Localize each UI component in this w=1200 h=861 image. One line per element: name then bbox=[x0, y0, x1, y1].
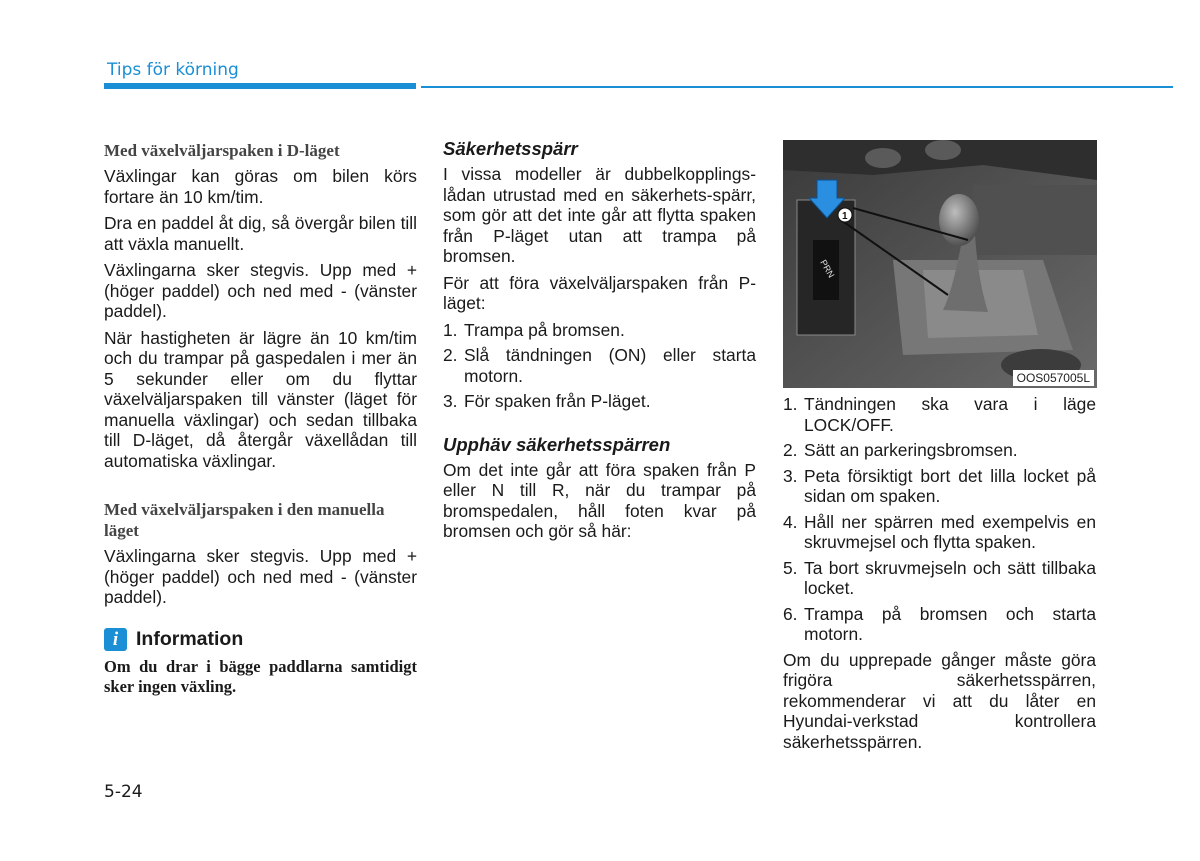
paragraph: För att föra växelväljarspaken från P-läget: bbox=[443, 272, 756, 313]
paragraph: Växlingar kan göras om bilen körs fortare än 10 km/tim. bbox=[104, 166, 417, 207]
information-heading bbox=[104, 628, 417, 651]
info-icon: i bbox=[104, 628, 127, 651]
section-title: Tips för körning bbox=[107, 60, 239, 80]
heading-manual-mode: Med växelväljarspaken i den manuella läget bbox=[104, 500, 385, 540]
paragraph: Växlingarna sker stegvis. Upp med + (höger paddel) och ned med - (vänster paddel). bbox=[104, 546, 417, 607]
list-item: 6. Trampa på bromsen och starta motorn. bbox=[783, 603, 1096, 644]
paragraph: I vissa modeller är dubbelkopplings-lådan utrustad med en säkerhets-spärr, som gör att det inte går att flytta spaken från P-läget utan att trampa på bromsen. bbox=[443, 164, 756, 266]
information-text: Om du drar i bägge paddlarna samtidigt sker ingen växling. bbox=[104, 656, 417, 696]
list-item: 2. Slå tändningen (ON) eller starta motorn. bbox=[443, 345, 756, 386]
heading-safety-lock: Säkerhetsspärr bbox=[443, 138, 578, 159]
list-item: 1. Trampa på bromsen. bbox=[443, 319, 625, 340]
column-1 bbox=[104, 140, 417, 697]
figure-code: OOS057005L bbox=[1013, 370, 1094, 386]
column-3 bbox=[783, 140, 1096, 758]
paragraph: Om det inte går att föra spaken från P eller N till R, när du trampar på bromspedalen, håll foten kvar på bromsen och gör så här: bbox=[443, 459, 756, 541]
gear-shifter-illustration bbox=[783, 140, 1097, 388]
header-bar-thin bbox=[421, 86, 1173, 88]
heading-release-lock: Upphäv säkerhetsspärren bbox=[443, 433, 671, 455]
paragraph: När hastigheten är lägre än 10 km/tim och du trampar på gaspedalen i mer än 5 sekunder eller om du flyttar växelväljarspaken till vänster (läget för manuella växlingar) och sedan tillbaka till D-läget, då återgår växellådan till automatiska växlingar. bbox=[104, 327, 417, 471]
header-bar-thick bbox=[104, 83, 416, 89]
list-item: 4. Håll ner spärren med exempelvis en skruvmejsel och flytta spaken. bbox=[783, 511, 1096, 552]
heading-d-mode: Med växelväljarspaken i D-läget bbox=[104, 141, 340, 160]
information-title: Information bbox=[136, 627, 244, 650]
list-item: 3. För spaken från P-läget. bbox=[443, 391, 651, 411]
paragraph: Växlingarna sker stegvis. Upp med + (höger paddel) och ned med - (vänster paddel). bbox=[104, 260, 417, 321]
gear-letters: PRN bbox=[818, 258, 837, 280]
callout-number: 1 bbox=[842, 211, 848, 222]
list-item: 2. Sätt an parkeringsbromsen. bbox=[783, 440, 1018, 460]
page-number: 5-24 bbox=[104, 782, 143, 802]
list-item: 3. Peta försiktigt bort det lilla locket på sidan om spaken. bbox=[783, 465, 1096, 506]
column-2 bbox=[443, 138, 756, 548]
paragraph: Dra en paddel åt dig, så övergår bilen till att växla manuellt. bbox=[104, 213, 417, 254]
list-item: 5. Ta bort skruvmejseln och sätt tillbaka locket. bbox=[783, 557, 1096, 598]
gear-shifter-figure bbox=[783, 140, 1097, 388]
list-item: 1. Tändningen ska vara i läge LOCK/OFF. bbox=[783, 394, 1096, 435]
paragraph: Om du upprepade gånger måste göra frigöra säkerhetsspärren, rekommenderar vi att du låter en Hyundai-verkstad kontrollera säkerhetsspärren. bbox=[783, 649, 1096, 752]
